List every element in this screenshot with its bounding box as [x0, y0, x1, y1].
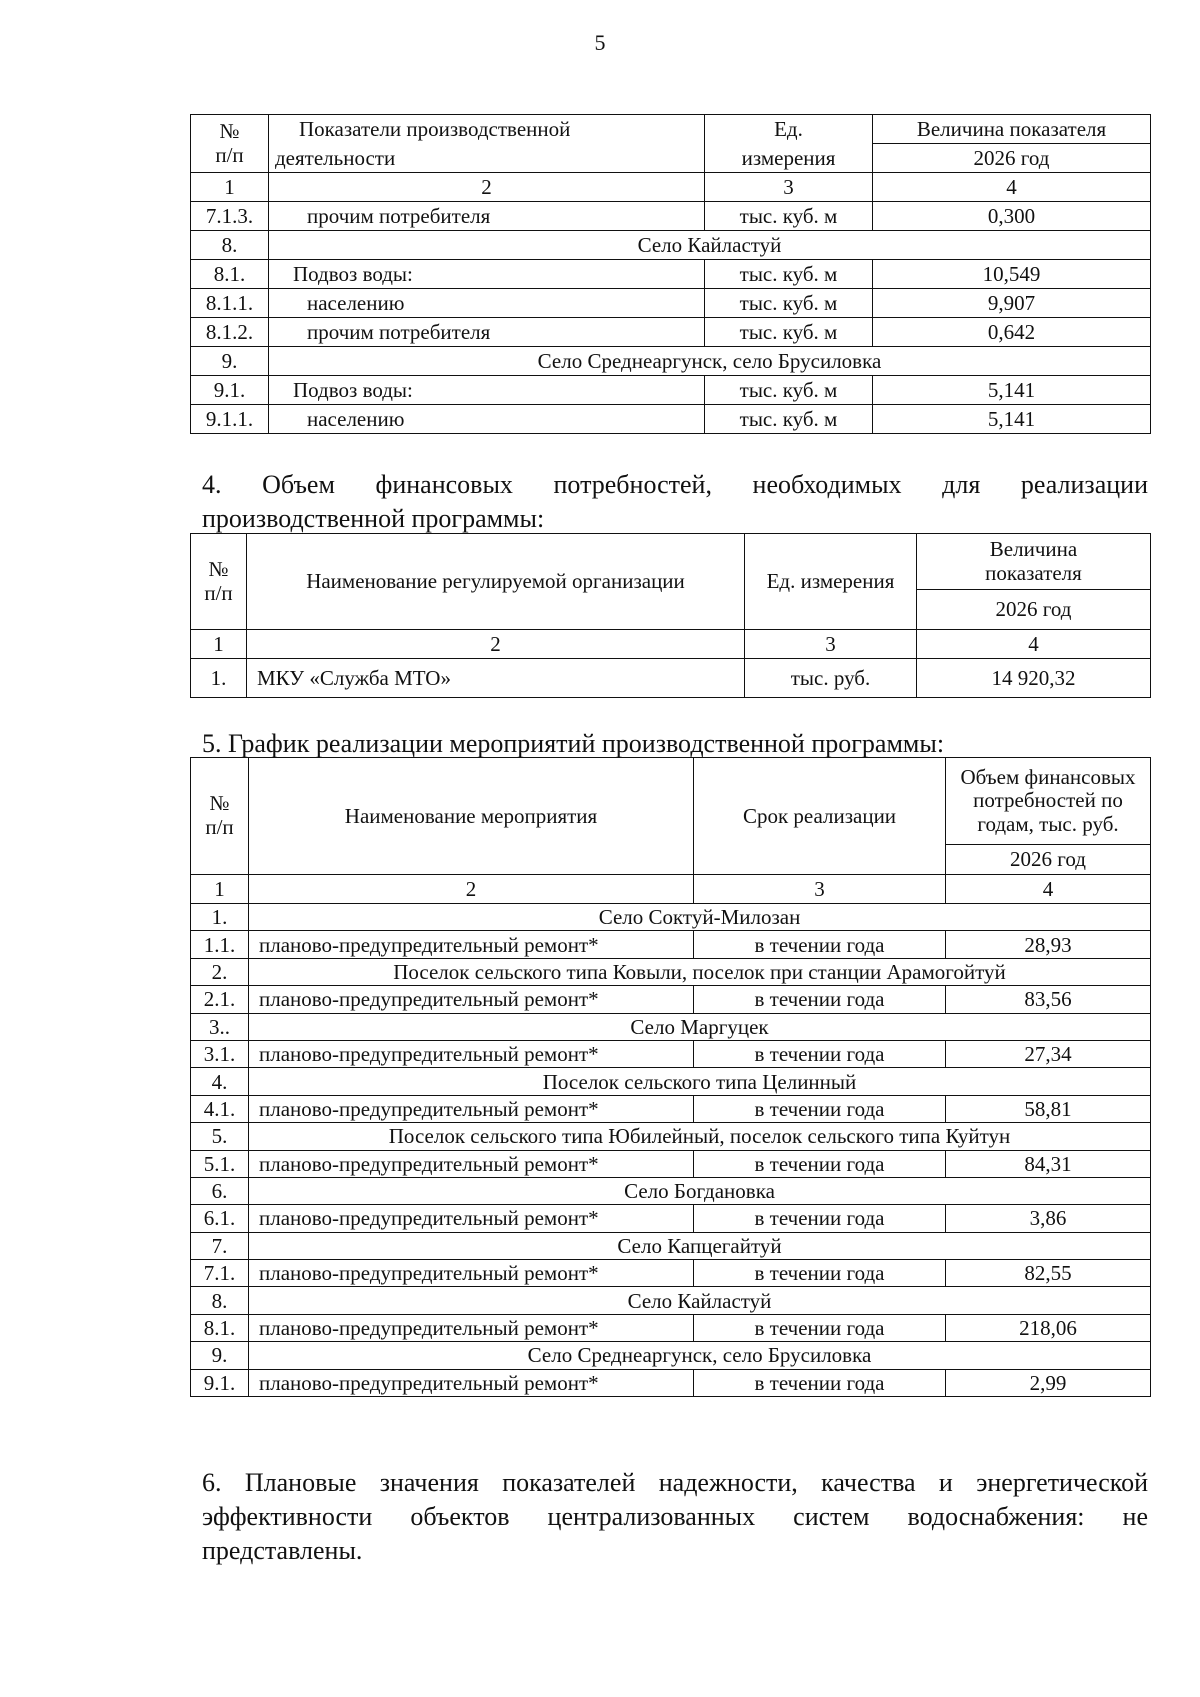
colnum: 2 — [269, 173, 705, 202]
row-value: 0,642 — [873, 318, 1151, 347]
row-term: в течении года — [694, 1205, 946, 1232]
row-indicator: прочим потребителя — [269, 318, 705, 347]
row-event: планово-предупредительный ремонт* — [249, 986, 694, 1013]
section5-title — [202, 727, 1148, 761]
row-num: 9.1. — [191, 1369, 249, 1396]
row-num: 3.. — [191, 1013, 249, 1040]
row-event: планово-предупредительный ремонт* — [249, 1150, 694, 1177]
row-num: 3.1. — [191, 1040, 249, 1067]
row-value: 5,141 — [873, 405, 1151, 434]
row-num: 4.1. — [191, 1095, 249, 1122]
header-unit: Ед. измерения — [745, 534, 917, 630]
row-value: 0,300 — [873, 202, 1151, 231]
header-num: № п/п — [191, 534, 247, 630]
group-row — [191, 1013, 1151, 1040]
row-num: 8.1. — [191, 260, 269, 289]
row-term: в течении года — [694, 1314, 946, 1341]
colnum: 4 — [917, 630, 1151, 659]
header-year: 2026 год — [946, 845, 1151, 875]
group-name: Поселок сельского типа Юбилейный, поселок сельского типа Куйтун — [249, 1123, 1151, 1150]
header-num: № п/п — [191, 758, 249, 875]
row-num: 5. — [191, 1123, 249, 1150]
row-num: 2. — [191, 958, 249, 985]
section4-title — [202, 468, 1148, 536]
row-num: 1. — [191, 659, 247, 698]
row-value: 14 920,32 — [917, 659, 1151, 698]
table-row — [191, 1369, 1151, 1396]
group-name: Село Среднеаргунск, село Брусиловка — [249, 1342, 1151, 1369]
group-name: Село Маргуцек — [249, 1013, 1151, 1040]
colnum: 1 — [191, 173, 269, 202]
colnum: 2 — [249, 875, 694, 904]
row-term: в течении года — [694, 1260, 946, 1287]
row-value: 28,93 — [946, 931, 1151, 958]
production-indicators-table — [190, 114, 1151, 434]
schedule-table — [190, 757, 1151, 1397]
header-year: 2026 год — [873, 144, 1151, 173]
table-row — [191, 289, 1151, 318]
row-value: 9,907 — [873, 289, 1151, 318]
group-row — [191, 231, 1151, 260]
row-value: 82,55 — [946, 1260, 1151, 1287]
column-numbers-row — [191, 875, 1151, 904]
header-num: № п/п — [191, 115, 269, 173]
table-row — [191, 405, 1151, 434]
page-number: 5 — [594, 30, 606, 55]
row-term: в течении года — [694, 1095, 946, 1122]
table-row — [191, 202, 1151, 231]
row-num: 9.1.1. — [191, 405, 269, 434]
row-value: 84,31 — [946, 1150, 1151, 1177]
row-event: планово-предупредительный ремонт* — [249, 1369, 694, 1396]
header-event: Наименование мероприятия — [249, 758, 694, 875]
row-value: 218,06 — [946, 1314, 1151, 1341]
row-term: в течении года — [694, 1150, 946, 1177]
section6-line3: представлены. — [202, 1536, 363, 1565]
row-num: 8. — [191, 231, 269, 260]
group-name: Село Капцегайтуй — [249, 1232, 1151, 1259]
row-term: в течении года — [694, 986, 946, 1013]
colnum: 3 — [705, 173, 873, 202]
row-unit: тыс. куб. м — [705, 318, 873, 347]
group-row — [191, 1232, 1151, 1259]
row-unit: тыс. куб. м — [705, 202, 873, 231]
group-row — [191, 1287, 1151, 1314]
section5-title-text: 5. График реализации мероприятий производственной программы: — [202, 729, 945, 758]
colnum: 3 — [745, 630, 917, 659]
row-num: 7. — [191, 1232, 249, 1259]
row-indicator: прочим потребителя — [269, 202, 705, 231]
row-event: планово-предупредительный ремонт* — [249, 1095, 694, 1122]
row-num: 8.1.1. — [191, 289, 269, 318]
row-indicator: населению — [269, 289, 705, 318]
group-name: Село Кайластуй — [249, 1287, 1151, 1314]
table-row — [191, 1040, 1151, 1067]
group-name: Село Богдановка — [249, 1177, 1151, 1204]
row-value: 58,81 — [946, 1095, 1151, 1122]
row-num: 9. — [191, 1342, 249, 1369]
colnum: 1 — [191, 875, 249, 904]
row-unit: тыс. куб. м — [705, 405, 873, 434]
table-row — [191, 1095, 1151, 1122]
header-indicator-line1: Показатели производственной — [269, 115, 705, 144]
group-name: Поселок сельского типа Ковыли, поселок при станции Арамогойтуй — [249, 958, 1151, 985]
group-name: Поселок сельского типа Целинный — [249, 1068, 1151, 1095]
row-indicator: Подвоз воды: — [269, 376, 705, 405]
row-num: 7.1.3. — [191, 202, 269, 231]
column-numbers-row — [191, 173, 1151, 202]
row-value: 27,34 — [946, 1040, 1151, 1067]
group-row — [191, 347, 1151, 376]
column-numbers-row — [191, 630, 1151, 659]
table-row — [191, 376, 1151, 405]
table-row — [191, 1260, 1151, 1287]
row-num: 8. — [191, 1287, 249, 1314]
section4-title-line1: 4. Объем финансовых потребностей, необходимых для реализации — [202, 470, 1148, 499]
group-name: Село Кайластуй — [269, 231, 1151, 260]
row-unit: тыс. куб. м — [705, 376, 873, 405]
group-row — [191, 1342, 1151, 1369]
header-value: Объем финансовых потребностей по годам, тыс. руб. — [946, 758, 1151, 845]
header-org: Наименование регулируемой организации — [247, 534, 745, 630]
financial-needs-table — [190, 533, 1151, 698]
table-row — [191, 1314, 1151, 1341]
row-value: 3,86 — [946, 1205, 1151, 1232]
row-term: в течении года — [694, 1369, 946, 1396]
row-value: 10,549 — [873, 260, 1151, 289]
row-unit: тыс. куб. м — [705, 289, 873, 318]
row-event: планово-предупредительный ремонт* — [249, 1040, 694, 1067]
row-value: 83,56 — [946, 986, 1151, 1013]
table-row — [191, 1150, 1151, 1177]
group-row — [191, 958, 1151, 985]
table-row — [191, 318, 1151, 347]
header-value: Величина показателя — [873, 115, 1151, 144]
row-unit: тыс. руб. — [745, 659, 917, 698]
row-term: в течении года — [694, 931, 946, 958]
row-event: планово-предупредительный ремонт* — [249, 1205, 694, 1232]
section4-title-line2: производственной программы: — [202, 504, 545, 533]
header-term: Срок реализации — [694, 758, 946, 875]
row-num: 4. — [191, 1068, 249, 1095]
row-num: 7.1. — [191, 1260, 249, 1287]
row-num: 9. — [191, 347, 269, 376]
row-num: 8.1.2. — [191, 318, 269, 347]
row-event: планово-предупредительный ремонт* — [249, 1260, 694, 1287]
header-unit-line1: Ед. — [705, 115, 873, 144]
header-indicator-line2: деятельности — [269, 144, 705, 173]
group-row — [191, 1123, 1151, 1150]
row-event: планово-предупредительный ремонт* — [249, 931, 694, 958]
colnum: 4 — [873, 173, 1151, 202]
colnum: 1 — [191, 630, 247, 659]
row-indicator: населению — [269, 405, 705, 434]
row-term: в течении года — [694, 1040, 946, 1067]
group-name: Село Соктуй-Милозан — [249, 904, 1151, 931]
table-row — [191, 260, 1151, 289]
section6-text — [202, 1466, 1148, 1568]
group-row — [191, 1068, 1151, 1095]
row-unit: тыс. куб. м — [705, 260, 873, 289]
row-org: МКУ «Служба МТО» — [247, 659, 745, 698]
row-num: 1. — [191, 904, 249, 931]
row-event: планово-предупредительный ремонт* — [249, 1314, 694, 1341]
table-row — [191, 659, 1151, 698]
header-value: Величина показателя — [917, 534, 1151, 590]
group-row — [191, 1177, 1151, 1204]
header-unit-line2: измерения — [705, 144, 873, 173]
row-num: 1.1. — [191, 931, 249, 958]
colnum: 2 — [247, 630, 745, 659]
table-row — [191, 1205, 1151, 1232]
row-num: 9.1. — [191, 376, 269, 405]
row-indicator: Подвоз воды: — [269, 260, 705, 289]
row-num: 5.1. — [191, 1150, 249, 1177]
group-name: Село Среднеаргунск, село Брусиловка — [269, 347, 1151, 376]
colnum: 3 — [694, 875, 946, 904]
section6-line1: 6. Плановые значения показателей надежности, качества и энергетической — [202, 1468, 1148, 1497]
table-row — [191, 986, 1151, 1013]
row-num: 6. — [191, 1177, 249, 1204]
row-num: 2.1. — [191, 986, 249, 1013]
row-value: 2,99 — [946, 1369, 1151, 1396]
row-num: 8.1. — [191, 1314, 249, 1341]
row-num: 6.1. — [191, 1205, 249, 1232]
group-row — [191, 904, 1151, 931]
section6-line2: эффективности объектов централизованных систем водоснабжения: не — [202, 1502, 1148, 1531]
header-year: 2026 год — [917, 590, 1151, 630]
table-row — [191, 931, 1151, 958]
colnum: 4 — [946, 875, 1151, 904]
row-value: 5,141 — [873, 376, 1151, 405]
